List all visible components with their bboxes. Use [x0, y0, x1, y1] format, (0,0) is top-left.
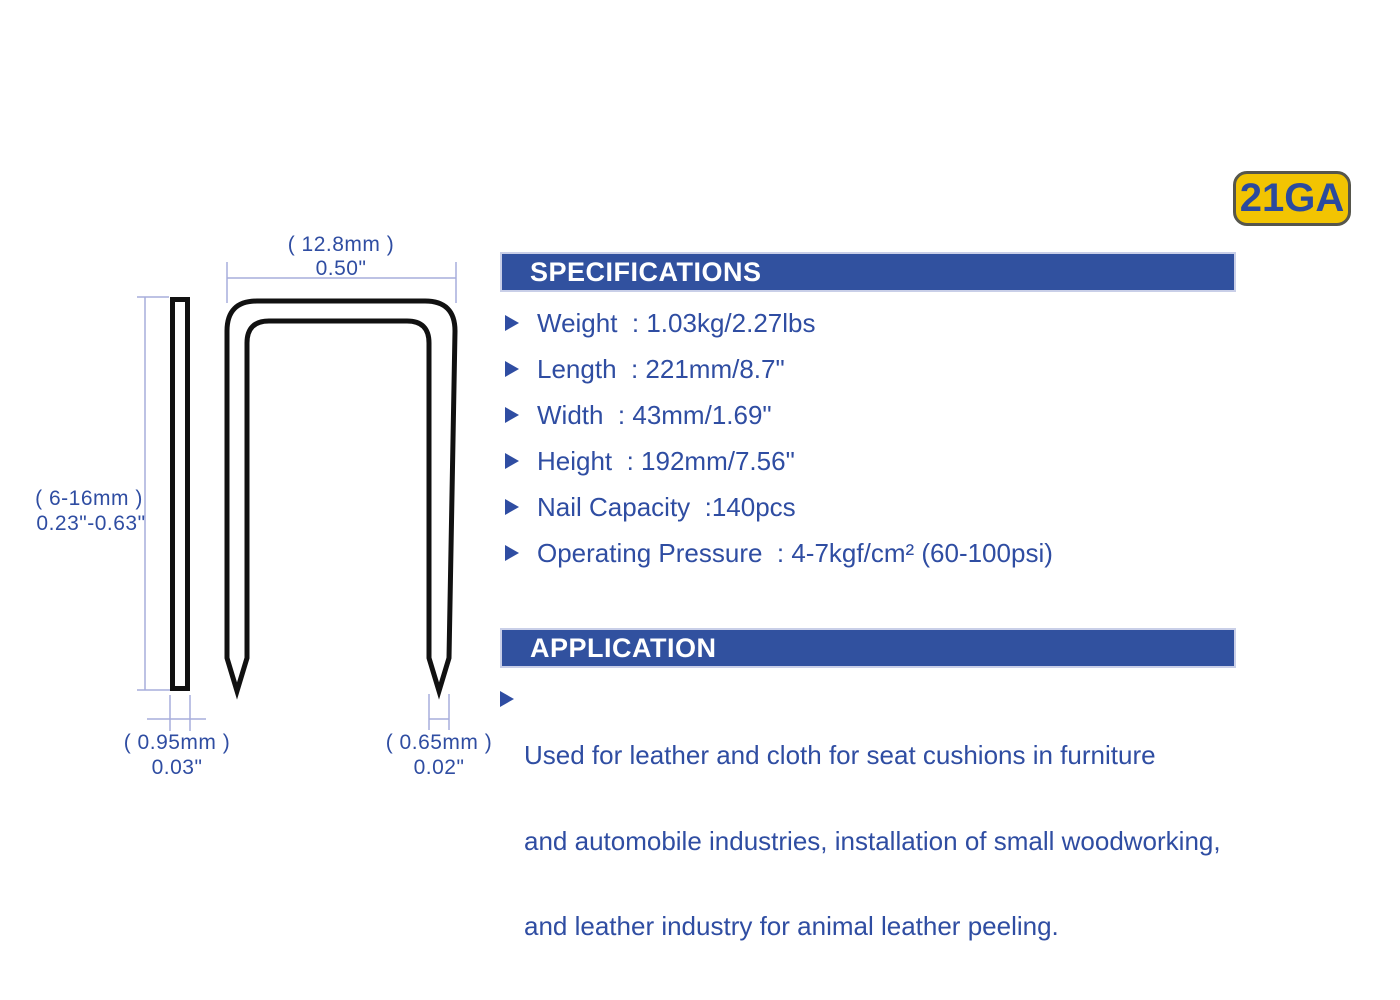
application-block	[500, 684, 1221, 998]
triangle-bullet-icon	[505, 545, 519, 561]
application-line-3: and leather industry for animal leather peeling.	[524, 911, 1059, 941]
gauge-badge	[1233, 171, 1351, 226]
triangle-bullet-icon	[505, 499, 519, 515]
staple-front-view	[227, 301, 455, 691]
application-line-1: Used for leather and cloth for seat cushions in furniture	[524, 740, 1156, 770]
triangle-bullet-icon	[505, 315, 519, 331]
crown-width-mm-label: ( 12.8mm )	[287, 233, 395, 256]
triangle-bullet-icon	[500, 691, 514, 707]
gauge-badge-label: 21GA	[1239, 176, 1345, 220]
wire-thickness-mm-label: ( 0.95mm )	[123, 731, 231, 754]
application-title: APPLICATION	[530, 632, 717, 663]
application-header-bar	[500, 628, 1236, 668]
specifications-list	[500, 300, 1240, 576]
specifications-title: SPECIFICATIONS	[530, 256, 762, 287]
point-width-in-label: 0.02"	[413, 756, 465, 779]
spec-operating-pressure-text: Operating Pressure : 4-7kgf/cm² (60-100psi)	[537, 537, 1053, 568]
leg-length-mm-label: ( 6-16mm )	[35, 487, 143, 510]
crown-width-in-label: 0.50"	[315, 257, 367, 280]
spec-row-width	[500, 392, 1240, 438]
specifications-header-bar	[500, 252, 1236, 292]
staple-dimension-diagram	[0, 0, 500, 800]
spec-row-nail-capacity	[500, 484, 1240, 530]
leg-length-in-label: 0.23"-0.63"	[36, 512, 146, 535]
application-text	[524, 684, 1221, 998]
triangle-bullet-icon	[505, 453, 519, 469]
spec-length-text: Length : 221mm/8.7"	[537, 353, 785, 384]
spec-row-length	[500, 346, 1240, 392]
spec-height-text: Height : 192mm/7.56"	[537, 445, 795, 476]
spec-row-operating-pressure	[500, 530, 1240, 576]
triangle-bullet-icon	[505, 407, 519, 423]
spec-row-weight	[500, 300, 1240, 346]
wire-thickness-in-label: 0.03"	[151, 756, 203, 779]
point-width-mm-label: ( 0.65mm )	[385, 731, 493, 754]
spec-row-height	[500, 438, 1240, 484]
application-line-2: and automobile industries, installation of small woodworking,	[524, 825, 1221, 856]
spec-width-text: Width : 43mm/1.69"	[537, 399, 772, 430]
staple-side-view	[173, 300, 188, 689]
spec-weight-text: Weight : 1.03kg/2.27lbs	[537, 307, 816, 338]
spec-nail-capacity-text: Nail Capacity :140pcs	[537, 491, 796, 522]
triangle-bullet-icon	[505, 361, 519, 377]
